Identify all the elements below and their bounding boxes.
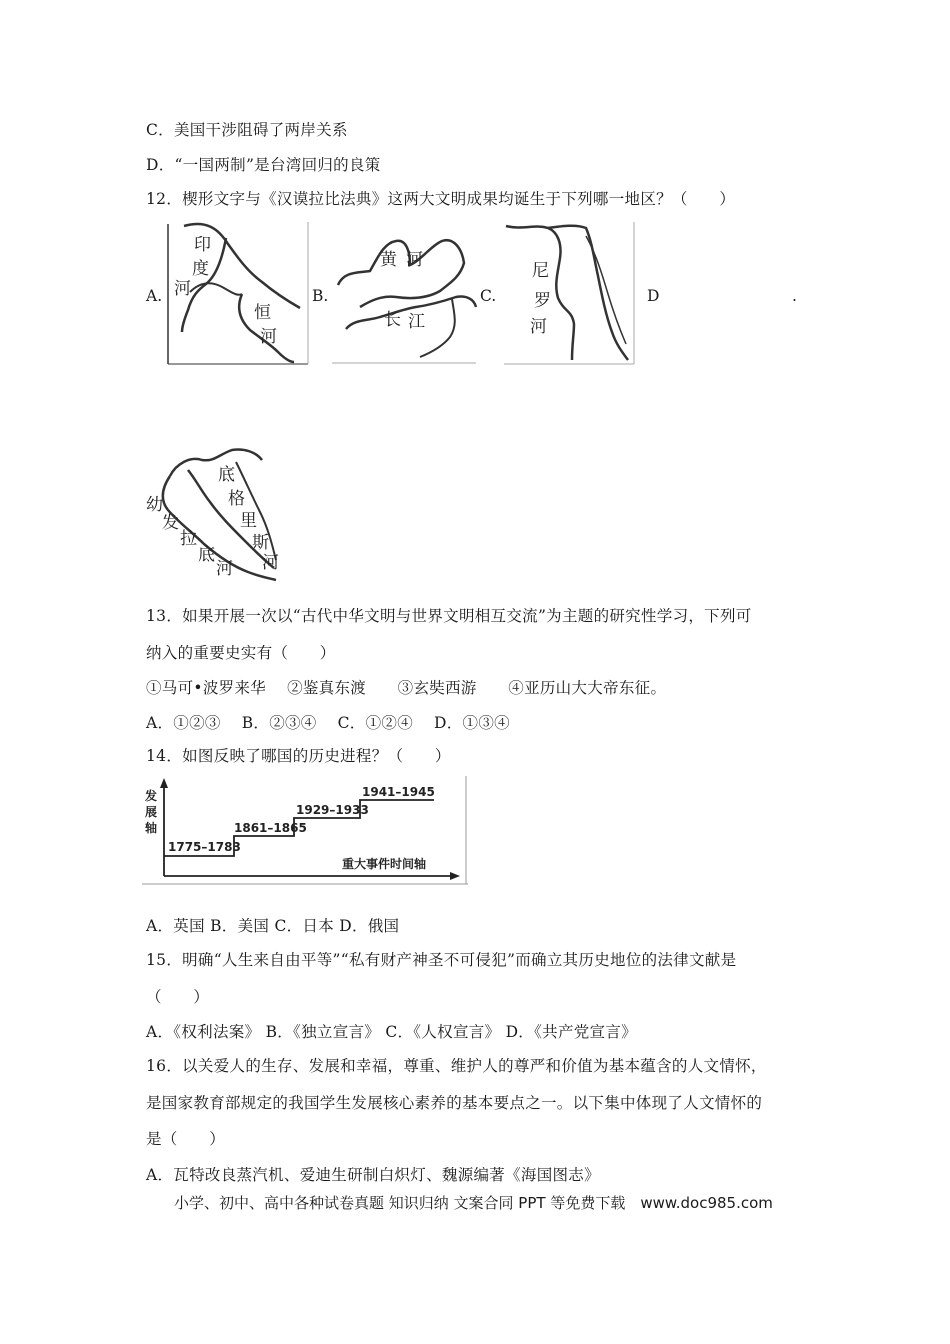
q14-period-3: 1941–1945 — [362, 785, 435, 799]
q14-stem: 14．如图反映了哪国的历史进程？（ ） — [146, 747, 451, 765]
q11-option-d: D．“一国两制”是台湾回归的良策 — [146, 156, 381, 174]
map-d-tigris-0: 底 — [218, 465, 235, 485]
q14-x-axis-label: 重大事件时间轴 — [342, 857, 427, 871]
q12-label-d-dot: . — [792, 287, 797, 305]
map-a-char-1: 度 — [192, 259, 209, 279]
map-b-char-3: 江 — [408, 312, 425, 332]
map-d-tigris-2: 里 — [240, 511, 257, 531]
map-b-char-1: 河 — [406, 250, 423, 270]
map-d-tigris-1: 格 — [228, 489, 245, 509]
q12-label-a: A. — [146, 287, 163, 305]
map-c-char-2: 河 — [530, 317, 547, 337]
q14-period-1: 1861–1865 — [234, 821, 307, 835]
q15-options: A．《权利法案》 B．《独立宣言》 C．《人权宣言》 D．《共产党宣言》 — [146, 1023, 637, 1041]
map-d-tigris-4: 河 — [262, 553, 279, 573]
q12-label-c: C. — [480, 287, 497, 305]
map-nile — [502, 220, 636, 366]
map-c-char-0: 尼 — [532, 261, 549, 281]
q13-options: A．①②③ B．②③④ C．①②④ D．①③④ — [146, 714, 510, 732]
q16-stem-line2: 是国家教育部规定的我国学生发展核心素养的基本要点之一。以下集中体现了人文情怀的 — [146, 1094, 763, 1112]
q12-stem: 12．楔形文字与《汉谟拉比法典》这两大文明成果均诞生于下列哪一地区？（ ） — [146, 190, 736, 208]
map-d-euphrates-3: 底 — [198, 545, 215, 565]
q13-stem-line2: 纳入的重要史实有（ ） — [146, 644, 336, 662]
map-indus-ganges — [166, 220, 310, 366]
map-euphrates-tigris — [140, 440, 288, 582]
map-d-euphrates-1: 发 — [162, 513, 179, 533]
q13-stem-line1: 13．如果开展一次以“古代中华文明与世界文明相互交流”为主题的研究性学习，下列可 — [146, 607, 752, 625]
map-b-char-2: 长 — [384, 310, 401, 330]
q14-options: A．英国 B．美国 C．日本 D．俄国 — [146, 917, 400, 935]
map-a-char-0: 印 — [194, 235, 211, 255]
q14-y-label-1: 展 — [145, 805, 158, 819]
map-b-char-0: 黄 — [380, 250, 397, 270]
map-a-char-3: 恒 — [254, 303, 271, 323]
map-d-tigris-3: 斯 — [252, 533, 269, 553]
q16-option-a: A．瓦特改良蒸汽机、爱迪生研制白炽灯、魏源编著《海国图志》 — [146, 1166, 600, 1184]
q15-stem-line2: （ ） — [146, 988, 210, 1006]
q14-period-0: 1775–1783 — [168, 840, 241, 854]
map-a-char-4: 河 — [260, 327, 277, 347]
q11-option-c: C．美国干涉阻碍了两岸关系 — [146, 121, 348, 139]
q14-y-label-0: 发 — [145, 789, 158, 803]
q12-label-b: B. — [312, 287, 329, 305]
map-a-char-2: 河 — [174, 279, 191, 299]
q15-stem-line1: 15．明确“人生来自由平等”“私有财产神圣不可侵犯”而确立其历史地位的法律文献是 — [146, 951, 737, 969]
q14-staircase-chart — [142, 776, 468, 886]
q16-stem-line3: 是（ ） — [146, 1130, 226, 1148]
q14-period-2: 1929–1933 — [296, 803, 369, 817]
map-d-euphrates-0: 幼 — [146, 495, 163, 515]
q14-y-label-2: 轴 — [145, 821, 158, 835]
map-c-char-1: 罗 — [534, 291, 551, 311]
q16-stem-line1: 16．以关爱人的生存、发展和幸福，尊重、维护人的尊严和价值为基本蕴含的人文情怀， — [146, 1057, 767, 1075]
q13-items: ①马可•波罗来华 ②鉴真东渡 ③玄奘西游 ④亚历山大大帝东征。 — [146, 679, 667, 697]
q12-label-d: D — [647, 287, 660, 305]
page-footer: 小学、初中、高中各种试卷真题 知识归纳 文案合同 PPT 等免费下载 www.doc985.com — [174, 1194, 773, 1212]
map-d-euphrates-4: 河 — [216, 559, 233, 579]
map-d-euphrates-2: 拉 — [180, 529, 197, 549]
map-yellow-yangtze — [330, 225, 478, 365]
